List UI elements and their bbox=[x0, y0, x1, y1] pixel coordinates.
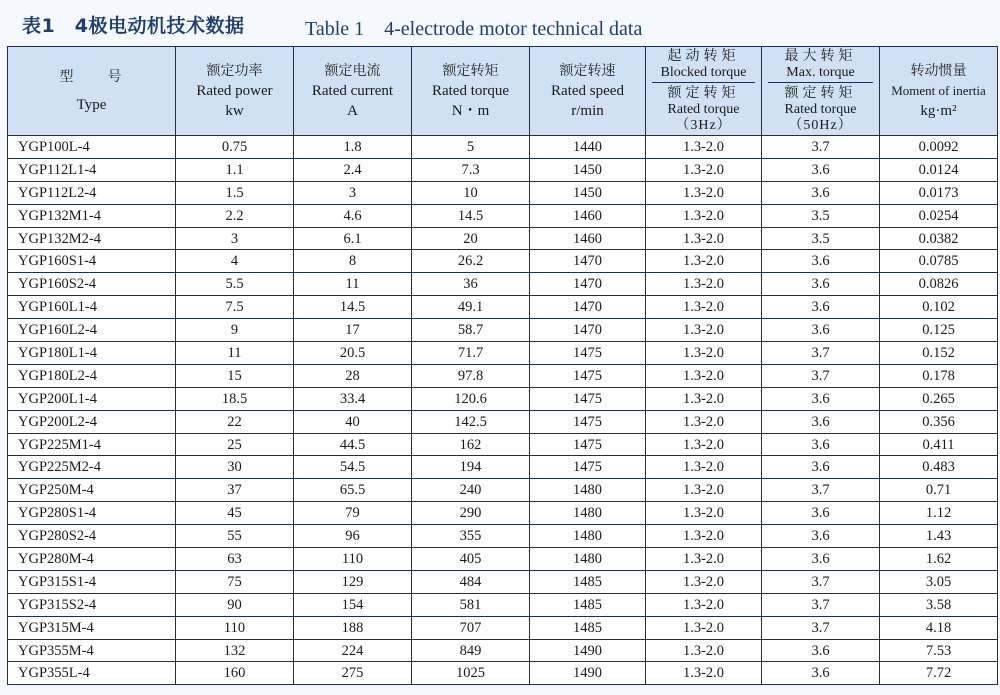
cell-torque: 581 bbox=[412, 593, 530, 616]
cell-blocked-torque: 1.3-2.0 bbox=[646, 342, 762, 365]
cell-max-torque: 3.6 bbox=[762, 456, 880, 479]
cell-power: 45 bbox=[176, 502, 294, 525]
header-torque-unit: N・m bbox=[451, 103, 490, 119]
table-row bbox=[8, 662, 998, 685]
cell-current: 54.5 bbox=[294, 456, 412, 479]
table-row bbox=[8, 136, 998, 159]
cell-current: 11 bbox=[294, 273, 412, 296]
header-type-en: Type bbox=[76, 97, 107, 113]
cell-current: 224 bbox=[294, 639, 412, 662]
cell-type: YGP180L2-4 bbox=[8, 364, 176, 387]
cell-speed: 1475 bbox=[530, 342, 646, 365]
cell-current: 96 bbox=[294, 525, 412, 548]
cell-max-torque: 3.7 bbox=[762, 593, 880, 616]
header-power-cn: 额定功率 bbox=[206, 63, 263, 79]
cell-blocked-torque: 1.3-2.0 bbox=[646, 296, 762, 319]
cell-power: 1.5 bbox=[176, 181, 294, 204]
header-torque-cn: 额定转矩 bbox=[442, 63, 499, 79]
cell-blocked-torque: 1.3-2.0 bbox=[646, 525, 762, 548]
header-blocked-bot-en: Rated torque bbox=[667, 102, 740, 117]
cell-type: YGP280M-4 bbox=[8, 548, 176, 571]
cell-inertia: 4.18 bbox=[880, 616, 998, 639]
cell-current: 14.5 bbox=[294, 296, 412, 319]
cell-max-torque: 3.6 bbox=[762, 639, 880, 662]
cell-speed: 1470 bbox=[530, 273, 646, 296]
cell-current: 28 bbox=[294, 364, 412, 387]
cell-speed: 1480 bbox=[530, 548, 646, 571]
cell-power: 3 bbox=[176, 227, 294, 250]
header-speed-cn: 额定转速 bbox=[559, 63, 616, 79]
cell-type: YGP132M2-4 bbox=[8, 227, 176, 250]
cell-power: 63 bbox=[176, 548, 294, 571]
header-power bbox=[176, 47, 294, 136]
cell-inertia: 0.0173 bbox=[880, 181, 998, 204]
cell-inertia: 0.0382 bbox=[880, 227, 998, 250]
cell-torque: 97.8 bbox=[412, 364, 530, 387]
cell-speed: 1460 bbox=[530, 227, 646, 250]
cell-inertia: 0.125 bbox=[880, 319, 998, 342]
cell-power: 4 bbox=[176, 250, 294, 273]
header-max-torque bbox=[762, 47, 880, 136]
cell-current: 20.5 bbox=[294, 342, 412, 365]
table-row bbox=[8, 479, 998, 502]
cell-power: 9 bbox=[176, 319, 294, 342]
cell-torque: 162 bbox=[412, 433, 530, 456]
cell-current: 4.6 bbox=[294, 204, 412, 227]
header-type bbox=[8, 47, 176, 136]
cell-torque: 7.3 bbox=[412, 158, 530, 181]
cell-type: YGP160S2-4 bbox=[8, 273, 176, 296]
cell-power: 90 bbox=[176, 593, 294, 616]
cell-blocked-torque: 1.3-2.0 bbox=[646, 502, 762, 525]
header-max-bot-en: Rated torque bbox=[784, 102, 857, 117]
cell-type: YGP112L2-4 bbox=[8, 181, 176, 204]
header-current-cn: 额定电流 bbox=[324, 63, 381, 79]
header-inertia-unit: kg·m² bbox=[920, 103, 957, 119]
cell-torque: 71.7 bbox=[412, 342, 530, 365]
cell-torque: 355 bbox=[412, 525, 530, 548]
cell-max-torque: 3.5 bbox=[762, 227, 880, 250]
cell-type: YGP160L2-4 bbox=[8, 319, 176, 342]
table-caption bbox=[0, 0, 1000, 46]
cell-torque: 142.5 bbox=[412, 410, 530, 433]
cell-inertia: 3.05 bbox=[880, 570, 998, 593]
cell-current: 129 bbox=[294, 570, 412, 593]
cell-type: YGP160S1-4 bbox=[8, 250, 176, 273]
cell-max-torque: 3.5 bbox=[762, 204, 880, 227]
cell-power: 18.5 bbox=[176, 387, 294, 410]
table-row bbox=[8, 387, 998, 410]
cell-power: 15 bbox=[176, 364, 294, 387]
cell-speed: 1475 bbox=[530, 433, 646, 456]
cell-inertia: 0.152 bbox=[880, 342, 998, 365]
table-row bbox=[8, 364, 998, 387]
cell-torque: 849 bbox=[412, 639, 530, 662]
header-torque-en: Rated torque bbox=[431, 83, 510, 99]
header-speed-en: Rated speed bbox=[551, 83, 624, 99]
cell-torque: 14.5 bbox=[412, 204, 530, 227]
cell-speed: 1485 bbox=[530, 593, 646, 616]
table-row bbox=[8, 296, 998, 319]
cell-torque: 405 bbox=[412, 548, 530, 571]
cell-speed: 1490 bbox=[530, 662, 646, 685]
cell-inertia: 0.0254 bbox=[880, 204, 998, 227]
cell-inertia: 1.12 bbox=[880, 502, 998, 525]
cell-current: 154 bbox=[294, 593, 412, 616]
cell-blocked-torque: 1.3-2.0 bbox=[646, 387, 762, 410]
header-current bbox=[294, 47, 412, 136]
cell-torque: 26.2 bbox=[412, 250, 530, 273]
cell-torque: 5 bbox=[412, 136, 530, 159]
cell-torque: 49.1 bbox=[412, 296, 530, 319]
cell-max-torque: 3.7 bbox=[762, 616, 880, 639]
cell-current: 33.4 bbox=[294, 387, 412, 410]
cell-current: 2.4 bbox=[294, 158, 412, 181]
cell-power: 37 bbox=[176, 479, 294, 502]
header-inertia-cn: 转动惯量 bbox=[910, 63, 967, 79]
cell-type: YGP315S1-4 bbox=[8, 570, 176, 593]
cell-type: YGP160L1-4 bbox=[8, 296, 176, 319]
motor-data-table-container bbox=[7, 46, 997, 685]
header-max-hz: （50Hz） bbox=[788, 118, 853, 133]
header-current-en: Rated current bbox=[311, 83, 394, 99]
table-row bbox=[8, 410, 998, 433]
cell-speed: 1475 bbox=[530, 456, 646, 479]
cell-blocked-torque: 1.3-2.0 bbox=[646, 593, 762, 616]
header-speed bbox=[530, 47, 646, 136]
cell-blocked-torque: 1.3-2.0 bbox=[646, 250, 762, 273]
cell-power: 25 bbox=[176, 433, 294, 456]
cell-speed: 1490 bbox=[530, 639, 646, 662]
table-row bbox=[8, 570, 998, 593]
cell-power: 7.5 bbox=[176, 296, 294, 319]
cell-power: 2.2 bbox=[176, 204, 294, 227]
cell-inertia: 7.72 bbox=[880, 662, 998, 685]
cell-torque: 36 bbox=[412, 273, 530, 296]
cell-power: 5.5 bbox=[176, 273, 294, 296]
cell-max-torque: 3.6 bbox=[762, 410, 880, 433]
cell-max-torque: 3.7 bbox=[762, 342, 880, 365]
table-row bbox=[8, 593, 998, 616]
cell-blocked-torque: 1.3-2.0 bbox=[646, 273, 762, 296]
cell-power: 132 bbox=[176, 639, 294, 662]
table-row bbox=[8, 227, 998, 250]
cell-inertia: 0.265 bbox=[880, 387, 998, 410]
header-torque bbox=[412, 47, 530, 136]
cell-blocked-torque: 1.3-2.0 bbox=[646, 456, 762, 479]
cell-speed: 1480 bbox=[530, 479, 646, 502]
cell-blocked-torque: 1.3-2.0 bbox=[646, 570, 762, 593]
cell-power: 160 bbox=[176, 662, 294, 685]
header-blocked-hz: （3Hz） bbox=[675, 118, 732, 133]
table-row bbox=[8, 250, 998, 273]
header-max-top-cn: 最大转矩 bbox=[784, 48, 857, 64]
cell-blocked-torque: 1.3-2.0 bbox=[646, 158, 762, 181]
cell-type: YGP355L-4 bbox=[8, 662, 176, 685]
header-inertia-en: Moment of inertia bbox=[891, 83, 986, 98]
cell-inertia: 0.0785 bbox=[880, 250, 998, 273]
header-max-bot-cn: 额定转矩 bbox=[784, 85, 857, 101]
cell-type: YGP315M-4 bbox=[8, 616, 176, 639]
motor-data-table bbox=[7, 46, 998, 685]
header-inertia bbox=[880, 47, 998, 136]
cell-torque: 20 bbox=[412, 227, 530, 250]
cell-inertia: 0.178 bbox=[880, 364, 998, 387]
cell-max-torque: 3.6 bbox=[762, 662, 880, 685]
caption-chinese: 表1 4极电动机技术数据 bbox=[22, 15, 245, 37]
header-blocked-bot-cn: 额定转矩 bbox=[667, 85, 740, 101]
table-row bbox=[8, 456, 998, 479]
cell-inertia: 0.356 bbox=[880, 410, 998, 433]
header-blocked-torque bbox=[646, 47, 762, 136]
cell-speed: 1480 bbox=[530, 502, 646, 525]
cell-speed: 1485 bbox=[530, 616, 646, 639]
cell-inertia: 0.411 bbox=[880, 433, 998, 456]
table-row bbox=[8, 204, 998, 227]
cell-torque: 484 bbox=[412, 570, 530, 593]
cell-max-torque: 3.7 bbox=[762, 136, 880, 159]
cell-current: 17 bbox=[294, 319, 412, 342]
cell-max-torque: 3.6 bbox=[762, 525, 880, 548]
table-row bbox=[8, 273, 998, 296]
header-blocked-top-cn: 起动转矩 bbox=[667, 48, 740, 64]
cell-torque: 1025 bbox=[412, 662, 530, 685]
cell-torque: 58.7 bbox=[412, 319, 530, 342]
cell-type: YGP180L1-4 bbox=[8, 342, 176, 365]
cell-max-torque: 3.6 bbox=[762, 158, 880, 181]
table-row bbox=[8, 342, 998, 365]
cell-blocked-torque: 1.3-2.0 bbox=[646, 410, 762, 433]
cell-power: 11 bbox=[176, 342, 294, 365]
cell-torque: 240 bbox=[412, 479, 530, 502]
cell-torque: 120.6 bbox=[412, 387, 530, 410]
cell-inertia: 0.102 bbox=[880, 296, 998, 319]
cell-type: YGP315S2-4 bbox=[8, 593, 176, 616]
cell-power: 110 bbox=[176, 616, 294, 639]
cell-blocked-torque: 1.3-2.0 bbox=[646, 616, 762, 639]
cell-torque: 194 bbox=[412, 456, 530, 479]
cell-type: YGP132M1-4 bbox=[8, 204, 176, 227]
cell-max-torque: 3.6 bbox=[762, 319, 880, 342]
cell-torque: 707 bbox=[412, 616, 530, 639]
header-row bbox=[8, 47, 998, 136]
cell-max-torque: 3.6 bbox=[762, 250, 880, 273]
cell-inertia: 0.0092 bbox=[880, 136, 998, 159]
cell-speed: 1475 bbox=[530, 364, 646, 387]
cell-torque: 290 bbox=[412, 502, 530, 525]
cell-current: 1.8 bbox=[294, 136, 412, 159]
cell-max-torque: 3.6 bbox=[762, 181, 880, 204]
table-row bbox=[8, 616, 998, 639]
cell-speed: 1460 bbox=[530, 204, 646, 227]
cell-current: 44.5 bbox=[294, 433, 412, 456]
cell-type: YGP100L-4 bbox=[8, 136, 176, 159]
cell-speed: 1470 bbox=[530, 319, 646, 342]
header-blocked-top-en: Blocked torque bbox=[652, 65, 755, 83]
cell-current: 40 bbox=[294, 410, 412, 433]
table-row bbox=[8, 319, 998, 342]
caption-english: Table 1 4-electrode motor technical data bbox=[305, 18, 643, 40]
cell-power: 75 bbox=[176, 570, 294, 593]
cell-blocked-torque: 1.3-2.0 bbox=[646, 227, 762, 250]
cell-current: 275 bbox=[294, 662, 412, 685]
cell-current: 6.1 bbox=[294, 227, 412, 250]
cell-blocked-torque: 1.3-2.0 bbox=[646, 136, 762, 159]
cell-inertia: 0.0124 bbox=[880, 158, 998, 181]
cell-type: YGP250M-4 bbox=[8, 479, 176, 502]
cell-inertia: 3.58 bbox=[880, 593, 998, 616]
header-max-top-en: Max. torque bbox=[768, 65, 873, 83]
cell-max-torque: 3.6 bbox=[762, 433, 880, 456]
cell-max-torque: 3.6 bbox=[762, 273, 880, 296]
cell-blocked-torque: 1.3-2.0 bbox=[646, 639, 762, 662]
cell-type: YGP200L1-4 bbox=[8, 387, 176, 410]
cell-type: YGP200L2-4 bbox=[8, 410, 176, 433]
cell-type: YGP225M2-4 bbox=[8, 456, 176, 479]
cell-type: YGP112L1-4 bbox=[8, 158, 176, 181]
cell-type: YGP225M1-4 bbox=[8, 433, 176, 456]
cell-speed: 1480 bbox=[530, 525, 646, 548]
cell-torque: 10 bbox=[412, 181, 530, 204]
cell-speed: 1470 bbox=[530, 250, 646, 273]
cell-speed: 1475 bbox=[530, 387, 646, 410]
header-type-cn: 型 号 bbox=[59, 69, 124, 85]
cell-blocked-torque: 1.3-2.0 bbox=[646, 319, 762, 342]
cell-current: 65.5 bbox=[294, 479, 412, 502]
cell-inertia: 0.71 bbox=[880, 479, 998, 502]
cell-current: 79 bbox=[294, 502, 412, 525]
cell-power: 30 bbox=[176, 456, 294, 479]
cell-inertia: 0.483 bbox=[880, 456, 998, 479]
cell-inertia: 7.53 bbox=[880, 639, 998, 662]
cell-speed: 1470 bbox=[530, 296, 646, 319]
cell-speed: 1475 bbox=[530, 410, 646, 433]
table-row bbox=[8, 181, 998, 204]
cell-speed: 1485 bbox=[530, 570, 646, 593]
cell-speed: 1440 bbox=[530, 136, 646, 159]
table-row bbox=[8, 158, 998, 181]
table-row bbox=[8, 502, 998, 525]
cell-blocked-torque: 1.3-2.0 bbox=[646, 479, 762, 502]
cell-power: 55 bbox=[176, 525, 294, 548]
cell-max-torque: 3.6 bbox=[762, 502, 880, 525]
cell-current: 8 bbox=[294, 250, 412, 273]
cell-power: 22 bbox=[176, 410, 294, 433]
cell-type: YGP280S2-4 bbox=[8, 525, 176, 548]
table-row bbox=[8, 525, 998, 548]
cell-power: 1.1 bbox=[176, 158, 294, 181]
cell-blocked-torque: 1.3-2.0 bbox=[646, 364, 762, 387]
table-row bbox=[8, 548, 998, 571]
header-power-en: Rated power bbox=[196, 83, 273, 99]
cell-max-torque: 3.7 bbox=[762, 364, 880, 387]
cell-current: 3 bbox=[294, 181, 412, 204]
cell-speed: 1450 bbox=[530, 181, 646, 204]
cell-max-torque: 3.7 bbox=[762, 570, 880, 593]
table-body bbox=[8, 136, 998, 685]
cell-type: YGP280S1-4 bbox=[8, 502, 176, 525]
cell-current: 188 bbox=[294, 616, 412, 639]
cell-blocked-torque: 1.3-2.0 bbox=[646, 433, 762, 456]
cell-blocked-torque: 1.3-2.0 bbox=[646, 181, 762, 204]
cell-inertia: 1.62 bbox=[880, 548, 998, 571]
cell-blocked-torque: 1.3-2.0 bbox=[646, 204, 762, 227]
table-row bbox=[8, 433, 998, 456]
header-current-unit: A bbox=[347, 103, 358, 119]
cell-power: 0.75 bbox=[176, 136, 294, 159]
header-power-unit: kw bbox=[225, 103, 244, 119]
cell-max-torque: 3.6 bbox=[762, 296, 880, 319]
cell-inertia: 0.0826 bbox=[880, 273, 998, 296]
cell-speed: 1450 bbox=[530, 158, 646, 181]
cell-max-torque: 3.6 bbox=[762, 548, 880, 571]
header-speed-unit: r/min bbox=[571, 103, 604, 119]
cell-max-torque: 3.6 bbox=[762, 387, 880, 410]
cell-current: 110 bbox=[294, 548, 412, 571]
cell-type: YGP355M-4 bbox=[8, 639, 176, 662]
cell-blocked-torque: 1.3-2.0 bbox=[646, 662, 762, 685]
cell-inertia: 1.43 bbox=[880, 525, 998, 548]
table-row bbox=[8, 639, 998, 662]
cell-blocked-torque: 1.3-2.0 bbox=[646, 548, 762, 571]
cell-max-torque: 3.7 bbox=[762, 479, 880, 502]
